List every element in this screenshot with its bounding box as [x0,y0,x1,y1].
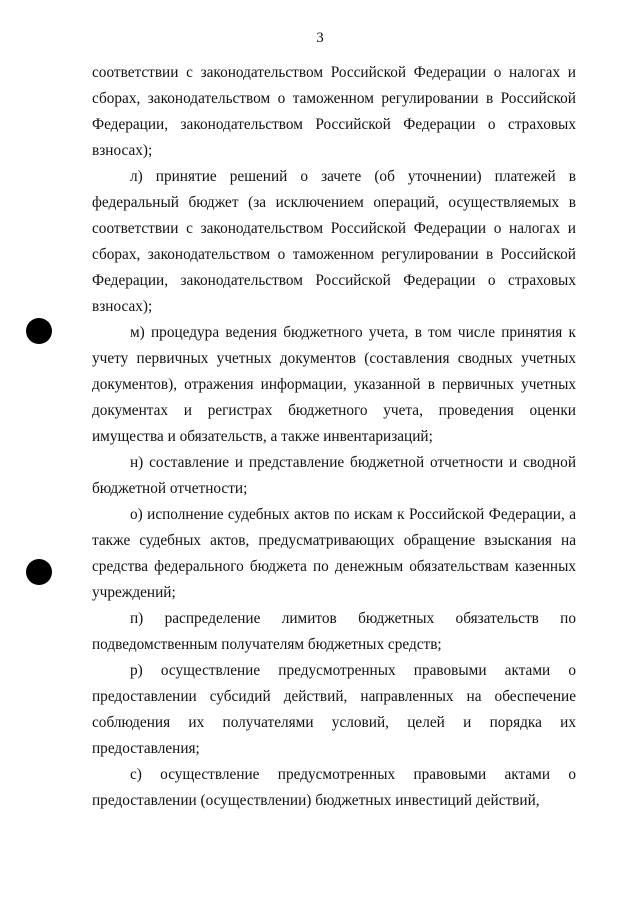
paragraph-item-n: н) составление и представление бюджетной отчетности и сводной бюджетной отчетности; [92,454,576,497]
paragraph-item-r: р) осуществление предусмотренных правовыми актами о предоставлении субсидий действий, направленных на обеспечение соблюдения их получателями условий, целей и порядка их предоставления; [92,662,576,757]
paragraph-item-m: м) процедура ведения бюджетного учета, в том числе принятия к учету первичных учетных документов (составления сводных учетных документов), отражения информации, указанной в первичных учетных документах и регистрах бюджетного учета, проведения оценки имущества и обязательств, а также инвентаризаций; [92,324,576,445]
paragraph-item-l: л) принятие решений о зачете (об уточнении) платежей в федеральный бюджет (за исключением операций, осуществляемых в соответствии с законодательством Российской Федерации о налогах и сборах, законодательством о таможенном регулировании в Российской Федерации, законодательством Российской Федерации о страховых взносах); [92,168,576,315]
document-body [92,60,576,814]
punch-hole-top [26,318,52,344]
paragraph-continuation: соответствии с законодательством Российской Федерации о налогах и сборах, законодательством о таможенном регулировании в Российской Федерации, законодательством Российской Федерации о страховых взносах); [92,64,576,159]
paragraph-item-s: с) осуществление предусмотренных правовыми актами о предоставлении (осуществлении) бюджетных инвестиций действий, [92,766,576,809]
paragraph-item-p: п) распределение лимитов бюджетных обязательств по подведомственным получателям бюджетных средств; [92,610,576,653]
punch-hole-bottom [26,559,52,585]
page-number: 3 [316,30,324,46]
paragraph-item-o: о) исполнение судебных актов по искам к Российской Федерации, а также судебных актов, предусматривающих обращение взыскания на средства федерального бюджета по денежным обязательствам казенных учреждений; [92,506,576,601]
